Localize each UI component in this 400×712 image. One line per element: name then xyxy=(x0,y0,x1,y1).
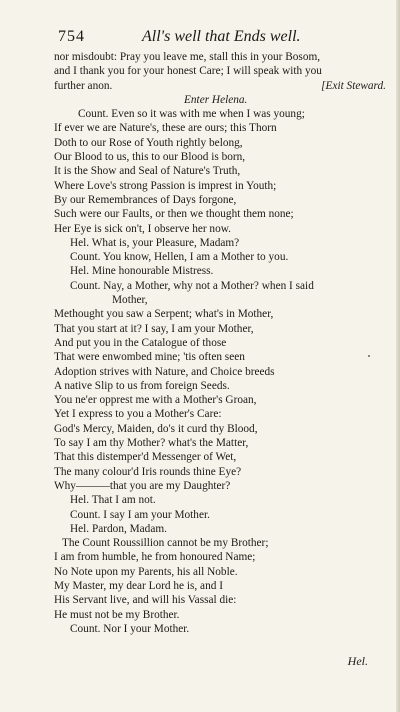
line-text: Hel. Mine honourable Mistress. xyxy=(70,265,214,278)
line-text: Count. I say I am your Mother. xyxy=(70,508,210,521)
line-text: The many colour'd Iris rounds thine Eye? xyxy=(54,465,242,478)
text-line xyxy=(54,465,394,479)
text-line xyxy=(54,164,394,178)
text-line xyxy=(54,436,394,450)
text-line xyxy=(54,422,394,436)
page-edge xyxy=(396,0,400,712)
line-text: And put you in the Catalogue of those xyxy=(54,336,227,349)
line-text: nor misdoubt: Pray you leave me, stall this in your Bosom, xyxy=(54,51,321,63)
text-line xyxy=(54,365,394,379)
line-text: He must not be my Brother. xyxy=(54,608,180,621)
line-text: Count. Nor I your Mother. xyxy=(70,622,190,635)
line-text: To say I am thy Mother? what's the Matter, xyxy=(54,437,249,450)
line-text: God's Mercy, Maiden, do's it curd thy Blood, xyxy=(54,422,258,435)
text-line xyxy=(54,536,394,550)
text-line xyxy=(54,350,394,364)
text-line xyxy=(54,479,394,493)
line-text: That you start at it? I say, I am your Mother, xyxy=(54,322,254,335)
text-line xyxy=(54,508,394,522)
line-text: I am from humble, he from honoured Name; xyxy=(54,551,256,564)
line-text: My Master, my dear Lord he is, and I xyxy=(54,579,223,592)
line-text: Yet I express to you a Mother's Care: xyxy=(54,408,222,421)
line-text: That were enwombed mine; 'tis often seen xyxy=(54,351,245,364)
line-text: Our Blood to us, this to our Blood is born, xyxy=(54,151,246,164)
stage-direction: [Exit Steward. xyxy=(321,79,386,92)
text-line xyxy=(54,64,394,78)
line-text: Adoption strives with Nature, and Choice breeds xyxy=(54,365,275,378)
text-line xyxy=(54,450,394,464)
line-text: Doth to our Rose of Youth rightly belong, xyxy=(54,136,243,149)
line-text: If ever we are Nature's, these are ours; this Thorn xyxy=(54,122,277,135)
text-line xyxy=(54,264,394,278)
text-line xyxy=(54,107,394,121)
text-line xyxy=(54,379,394,393)
text-line xyxy=(54,579,394,593)
text-line xyxy=(54,121,394,135)
line-text: You ne'er opprest me with a Mother's Groan, xyxy=(54,394,257,407)
line-text: Where Love's strong Passion is imprest in Youth; xyxy=(54,179,277,192)
line-text: Count. You know, Hellen, I am a Mother to you. xyxy=(70,251,289,264)
line-text: The Count Roussillion cannot be my Brother; xyxy=(62,537,269,550)
line-text: and I thank you for your honest Care; I will speak with you xyxy=(54,65,322,78)
text-line xyxy=(54,293,394,307)
line-text: Methought you saw a Serpent; what's in Mother, xyxy=(54,308,274,321)
text-line xyxy=(54,236,394,250)
line-text: Hel. Pardon, Madam. xyxy=(70,522,167,535)
text-line xyxy=(54,493,394,507)
line-text: Such were our Faults, or then we thought them none; xyxy=(54,208,294,221)
ink-speck xyxy=(368,355,370,357)
line-text: Hel. That I am not. xyxy=(70,494,156,507)
text-line xyxy=(54,608,394,622)
text-line xyxy=(54,407,394,421)
text-line xyxy=(54,393,394,407)
text-line xyxy=(54,79,394,93)
text-line xyxy=(54,622,394,636)
line-text: Hel. What is, your Pleasure, Madam? xyxy=(70,236,240,249)
text-line xyxy=(54,250,394,264)
line-text: By our Remembrances of Days forgone, xyxy=(54,193,237,206)
text-line xyxy=(54,93,394,107)
text-line xyxy=(54,179,394,193)
text-line xyxy=(54,565,394,579)
play-text xyxy=(54,50,394,636)
line-text: Count. Even so it was with me when I was young; xyxy=(78,108,305,121)
line-text: Count. Nay, a Mother, why not a Mother? when I said xyxy=(70,279,314,292)
line-text: A native Slip to us from foreign Seeds. xyxy=(54,379,230,392)
text-line xyxy=(54,193,394,207)
text-line xyxy=(54,336,394,350)
text-line xyxy=(54,50,394,64)
line-text: Why———that you are my Daughter? xyxy=(54,479,231,492)
text-line xyxy=(54,207,394,221)
line-text: Enter Helena. xyxy=(184,93,248,106)
text-line xyxy=(54,307,394,321)
page-number: 754 xyxy=(58,28,85,45)
line-text: Her Eye is sick on't, I observe her now. xyxy=(54,222,231,235)
running-title: All's well that Ends well. xyxy=(142,28,301,45)
text-line xyxy=(54,279,394,293)
text-line xyxy=(54,150,394,164)
text-line xyxy=(54,136,394,150)
text-line xyxy=(54,222,394,236)
text-line xyxy=(54,550,394,564)
line-text: No Note upon my Parents, his all Noble. xyxy=(54,565,238,578)
page-header xyxy=(58,28,378,50)
line-text: His Servant live, and will his Vassal die: xyxy=(54,594,237,607)
line-text: Mother, xyxy=(112,294,148,307)
line-text: further anon. xyxy=(54,79,113,92)
text-line xyxy=(54,522,394,536)
line-text: It is the Show and Seal of Nature's Truth, xyxy=(54,165,241,178)
text-line xyxy=(54,593,394,607)
catchword: Hel. xyxy=(347,654,368,668)
line-text: That this distemper'd Messenger of Wet, xyxy=(54,451,237,464)
text-line xyxy=(54,322,394,336)
